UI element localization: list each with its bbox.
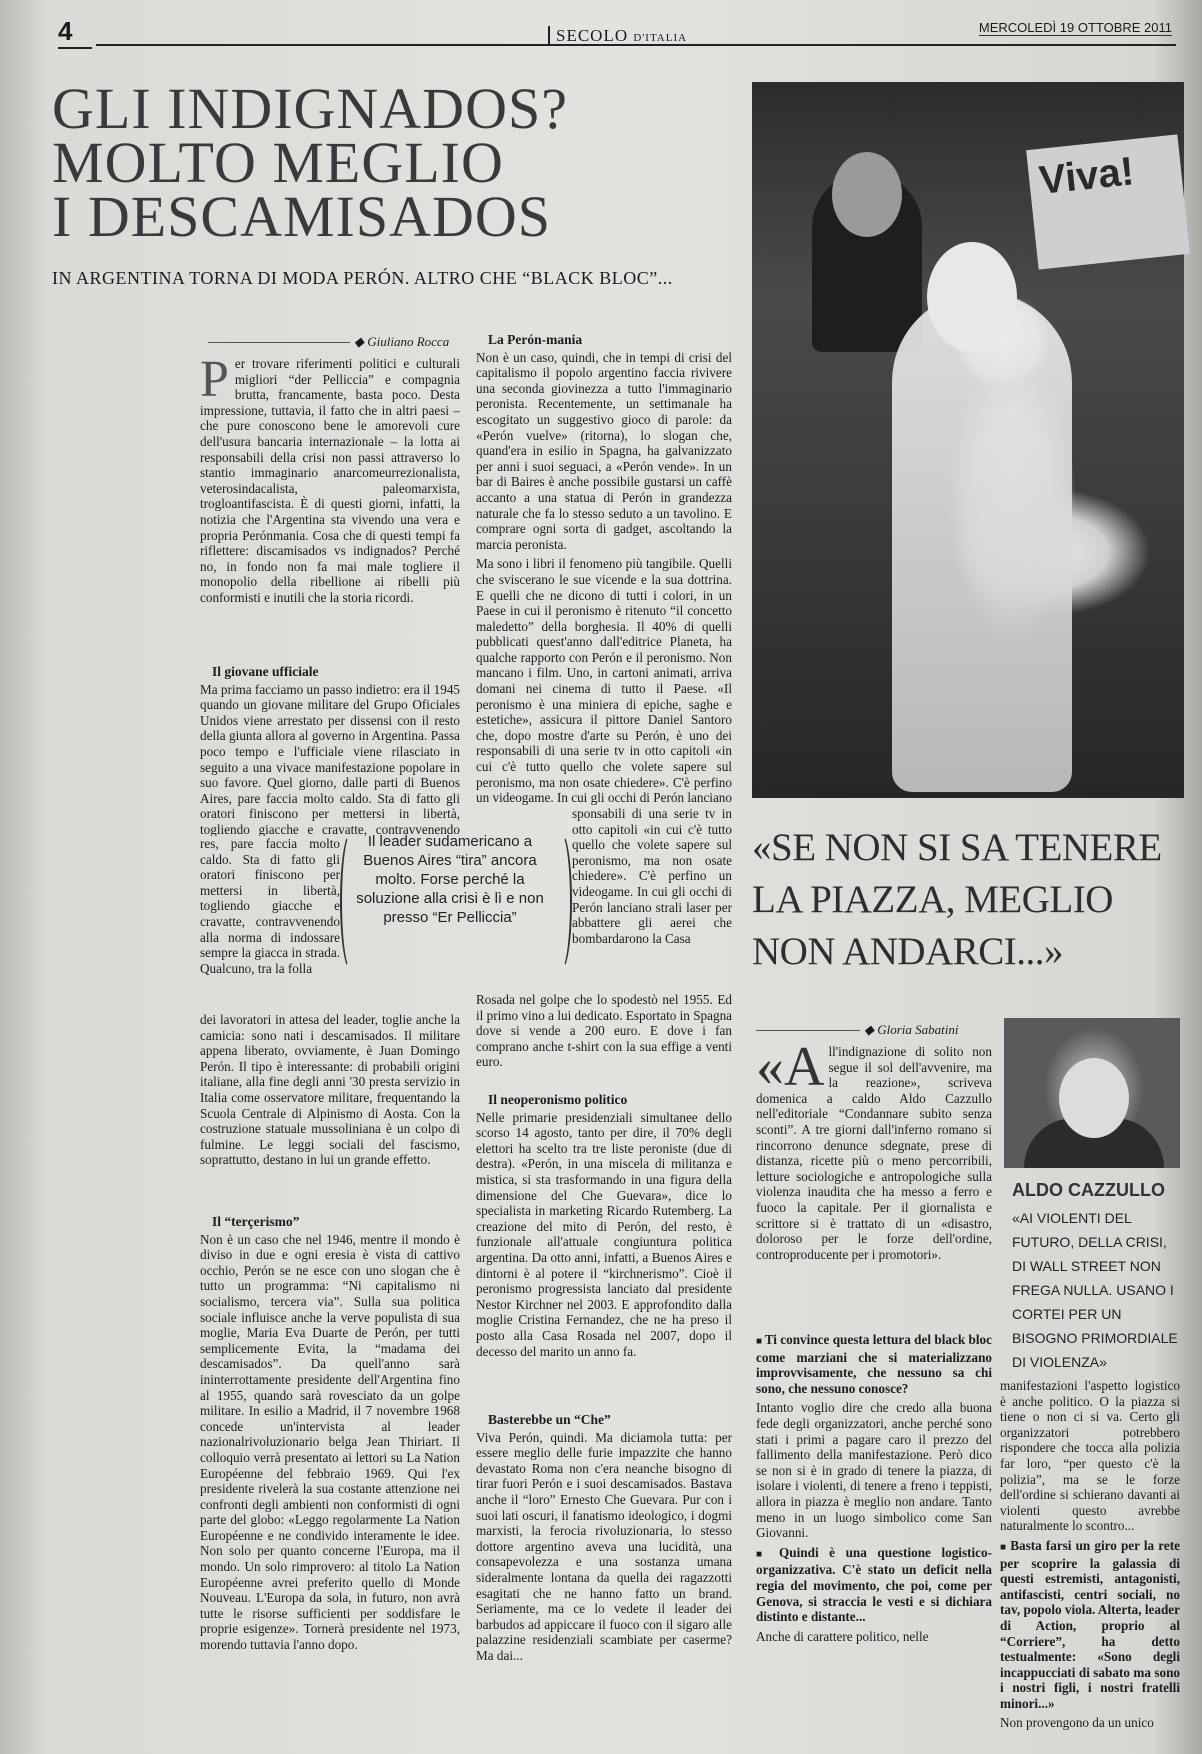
paragraph (200, 356, 460, 606)
interview-answer: manifestazioni l'aspetto logistico è anche politico. O la piazza si tiene o non ci si va. Certo gli organizzatori potrebbero rispondere che tocca alla polizia far loro, “per questo c'è la polizia”, ma se le forze dell'ordine si schierano davanti ai violenti questo avrebbe naturalmente lo scontro... (1000, 1378, 1180, 1534)
paragraph-text: Ma sono i libri il fenomeno più tangibile. Quelli che sviscerano le sue vicende e la sua dottrina. E quelli che ne dicono di tutti i colori, in un Paese in cui il peronismo è ritenuto “il concetto maledetto” della borghesia. Il 40% di quelli pubblicati quest'anno dall'editrice Planeta, ha qualche rapporto con Perón e il peronismo. Non mancano i film. Uno, in cartoni animati, arriva domani nei cinema di tutto il Paese. «Il peronismo è una miniera di epiche, saghe e estetiche», assicura il pittore Daniel Santoro che, dopo mostre d'arte su Perón, è uno dei responsabili di una serie tv in otto capitoli «in cui c'è tutto quello che volete sapere sul peronismo, ma non osate chiedere». C'è perfino un videogame. In cui gli occhi di Perón lanciano (476, 556, 732, 806)
paragraph-text: Non è un caso, quindi, che in tempi di crisi del capitalismo il popolo argentino faccia rivivere una seconda giovinezza a tutto l'immaginario peronista. Recentemente, un settimanale ha escogitato un suggestivo gioco di parole: da «Perón vuelve» (ritorna), lo slogan che, quand'era in esilio in Spagna, ha galvanizzato per anni i suoi seguaci, a «Perón vende». In un bar di Baires è anche possibile gustarsi un caffè accanto a una statua di Perón in grandezza naturale che fa lo stesso seduto a un tavolino. E comprare ogni sorta di gadget, ascoltando la marcia peronista. (476, 349, 732, 552)
sidebar-name: ALDO CAZZULLO (1012, 1180, 1165, 1200)
section-heading: Basterebbe un “Che” (488, 1412, 611, 1427)
photo-evita (752, 82, 1184, 798)
page-header (58, 14, 1180, 48)
section-heading: Il giovane ufficiale (212, 664, 319, 679)
sign-text: Viva! (1037, 149, 1137, 203)
paragraph-text: sponsabili di una serie tv in otto capitoli «in cui c'è tutto quello che volete sapere sul peronismo, ma non osate chiedere». C'è perfino un videogame. In cui gli occhi di Perón lanciano strali laser per abbattere gli aerei che bombardarono la Casa (572, 806, 732, 946)
photo-sign (1026, 134, 1190, 269)
interview-column-1b (756, 1332, 992, 1746)
photo-man-face (832, 152, 902, 237)
headline-line: MOLTO MEGLIO (52, 130, 504, 195)
paragraph (756, 1044, 992, 1262)
headline (52, 76, 752, 249)
interview-question: ■ Quindi è una questione logistico-organizzativa. C'è stato un deficit nella regia del movimento, che poi, come per Genova, si straccia le vesti e si dichiara distinto e distante... (756, 1545, 992, 1625)
pullquote-bracket-right (550, 832, 572, 971)
masthead-suffix: D'ITALIA (633, 32, 688, 44)
header-rule (96, 44, 1176, 46)
paragraph-text: Nelle primarie presidenziali simultanee dello scorso 14 agosto, tanto per dire, il 70% degli elettori ha scelto tra tre liste peroniste (due di destra). «Perón, in una miscela di militanza e mistica, si sta trasformando in una figura della dimensione del Che Guevara», dice lo specialista in marketing Ricardo Rutemberg. La creazione del mito di Perón, del resto, è funzionale all'attuale congiuntura politica argentina. Da otto anni, infatti, a Buenos Aires e dintorni è al potere il “kirchnerismo”. Cioè il peronismo progressista lanciato dal presidente Nestor Kirchner nel 2003. E approfondito dalla moglie Cristina Fernandez, che ne ha preso il posto alla Casa Rosada nel 2007, dopo il decesso del marito un anno fa. (476, 1109, 732, 1359)
paragraph-text: Non è un caso che nel 1946, mentre il mondo è diviso in due e ogni eresia è vista di cattivo occhio, Perón se ne esce con uno slogan che è tutto un programma: “Ni capitalismo ni socialismo, tercera via”. Sulla sua politica sociale influisce anche la verve populista di sua moglie, Maria Eva Duarte de Perón, per tutti semplicemente Evita, la “madama dei descamisados”. Da quell'anno sarà ininterrottamente presidente dell'Argentina fino al 1955, quando sarà rovesciato da un golpe militare. In esilio a Madrid, il 7 novembre 1968 concede un'intervista al leader nazionalrivoluzionario belga Jean Thiriart. Il colloquio verrà presentato ai lettori su La Nation Européenne del febbraio 1969. Qui l'ex presidente rivelerà la sua costante attenzione nei confronti degli ambienti non conformisti di ogni parte del globo: «Leggo regolarmente La Nation Européenne e ne condivido interamente le idee. Non solo per quanto concerne l'Europa, ma il mondo. Un solo rimprovero: al titolo La Nation Européenne avrei preferito quello di Monde Nouveau. L'Europa da sola, in futuro, non avrà tutte le risorse sufficienti per soddisfare le proprie esigenze». Tornerà presidente nel 1973, morendo tuttavia l'anno dopo. (200, 1231, 460, 1653)
article-column-1c (200, 836, 340, 1012)
interview-column-1 (756, 1044, 992, 1320)
interview-answer: Non provengono da un unico (1000, 1715, 1154, 1731)
paragraph-text: dei lavoratori in attesa del leader, toglie anche la camicia: sono nati i descamisados. Il militare appena liberato, ovviamente, è Juan Domingo Perón. Il tipo è interessante: di probabili origini italiane, alla fine degli anni '30 presta servizio in Italia come osservatore militare, frequentando la Scuola Centrale di Alpinismo di Aosta. Con la costruzione statuale mussoliniana è un colpo di fulmine. Le leggi sociali del fascismo, soprattutto, destano in lui un grande effetto. (200, 1012, 460, 1168)
article-column-2c (476, 992, 732, 1072)
paragraph-text: Ma prima facciamo un passo indietro: era il 1945 quando un giovane militare del Grupo Oficiales Unidos viene arrestato per dissensi con il resto della giunta allora al governo in Argentina. Passa poco tempo e l'ufficiale viene rilasciato in seguito a una vivace manifestazione popolare in suo favore. Quel giorno, dalle parti di Buenos Aires, pare faccia molto caldo. Sta di fatto gli oratori finiscono per mettersi in libertà, togliendo giacche e cravatte, contravvenendo (200, 681, 460, 836)
byline-rule (208, 342, 350, 343)
article-column-2d (476, 1084, 732, 1404)
section-heading: Il neoperonismo politico (488, 1092, 628, 1107)
section-heading: La Perón-mania (488, 332, 583, 347)
author-diamond-icon: ◆ (864, 1022, 874, 1037)
article-column-2e (476, 1404, 732, 1744)
article-column-1d (200, 1012, 460, 1198)
interview-question: ■ Ti convince questa lettura del black bloc come marziani che si materializzano improvvisamente, che nessuno sa chi sono, che nessuno conosce? (756, 1332, 992, 1396)
photo-woman-head (927, 242, 1017, 352)
paragraph-text: res, pare faccia molto caldo. Sta di fatto gli oratori finiscono per mettersi in libertà, togliendo giacche e cravatte, contravvenendo alla norma di indossare sempre la giacca in strada. Qualcuno, tra la folla (200, 836, 340, 976)
article-column-1b (200, 656, 460, 836)
interview-answer: Intanto voglio dire che credo alla buona fede degli organizzatori, anche perché sono stati i primi a pagare caro il prezzo del fallimento della manifestazione. Però dico se non si è in grado di tenere la piazza, di isolare i violenti, di tenere a freno i teppisti, allora in piazza è meglio non andare. Tanto meno in un luogo simbolico come San Giovanni. (756, 1400, 992, 1541)
photo-aldo-cazzullo (1004, 1018, 1180, 1168)
drop-cap: «A (756, 1044, 825, 1098)
byline (208, 334, 449, 350)
pullquote: Il leader sudamericano a Buenos Aires “tira” ancora molto. Forse perché la soluzione alla crisi è lì e non presso “Er Pelliccia” (356, 833, 544, 926)
interview-question: ■ Basta farsi un giro per la rete per scoprire la galassia di questi estremisti, antagonisti, antifascisti, centri sociali, no tav, popolo viola. Alterta, leader di Action, proprio al “Corriere”, ha detto testualmente: «Sono degli incappucciati di sabato ma sono i nostri figli, i nostri fratelli minori...» (1000, 1538, 1180, 1712)
subheadline: IN ARGENTINA TORNA DI MODA PERÓN. ALTRO CHE “BLACK BLOC”... (52, 268, 673, 288)
photo-face (1059, 1058, 1129, 1138)
photo-woman-figure (892, 292, 1072, 792)
masthead-title: SECOLO (556, 26, 629, 45)
quote-headline: «SE NON SI SA TENERE LA PIAZZA, MEGLIO NON ANDARCI...» (752, 826, 1162, 973)
byline-rule (756, 1030, 860, 1031)
masthead (548, 26, 687, 46)
byline (756, 1022, 959, 1038)
author-diamond-icon: ◆ (354, 334, 364, 349)
paragraph-text: Rosada nel golpe che lo spodestò nel 1955. Ed il primo vino a lui dedicato. Esportato in Spagna dove si vende a 200 euro. E dove i fan comprano anche t-shirt con la sua effige a venti euro. (476, 992, 732, 1070)
headline-line: I DESCAMISADOS (52, 184, 552, 249)
paragraph-text: Viva Perón, quindi. Ma diciamola tutta: per essere meglio delle furie impazzite che hanno devastato Roma non c'era neanche bisogno di tirar fuori Perón e i suoi descamisados. Bastava anche il “loro” Ernesto Che Guevara. Pur con i suoi lati oscuri, il fanatismo ideologico, i dogmi marxisti, la ferocia rivoluzionaria, lo stesso dottore argentino aveva una lucidità, una consapevolezza e una sostanza umana sideralmente lontana da quella dei ragazzotti esagitati che ne hanno fatto un brand. Seriamente, ma ce lo vedete il leader dei barbudos ad appiccare il fuoco con il sigaro alle palazzine residenziali scambiate per caserme? Ma dai... (476, 1429, 732, 1663)
headline-line: GLI INDIGNADOS? (52, 76, 568, 141)
interview-column-2 (1000, 1378, 1180, 1744)
dateline: MERCOLEDÌ 19 OTTOBRE 2011 (978, 20, 1172, 35)
interview-answer: Anche di carattere politico, nelle (756, 1628, 929, 1644)
drop-cap: P (200, 356, 229, 408)
article-column-2 (476, 332, 732, 806)
article-column-1 (200, 356, 460, 646)
section-heading: Il “terçerismo” (212, 1214, 300, 1229)
article-column-1e (200, 1206, 460, 1746)
author-name: Giuliano Rocca (367, 334, 450, 349)
article-column-2b (572, 806, 732, 992)
paragraph-text: er trovare riferimenti politici e culturali migliori “der Pelliccia” e compagnia brutta, francamente, basta poco. Desta impressione, tuttavia, il fatto che in altri paesi – che pure conoscono bene le amorevoli cure dell'usura bancaria internazionale – la lotta ai responsabili della crisi non passi attraverso lo stantio immaginario anarcomeurrezionalista, veterosindacalista, paleomarxista, trogloantifascista. È di questi giorni, infatti, la notizia che l'Argentina sta vivendo una vera e propria Perónmania. Cosa che di questi tempi fa riflettere: discamisados vs indignados? Perché no, in fondo non fa mai male togliere il monopolio della ribellione ai ribelli più conformisti e inutili che la storia ricordi. (200, 356, 460, 605)
sidebar-quote: «AI VIOLENTI DEL FUTURO, DELLA CRISI, DI WALL STREET NON FREGA NULLA. USANO I CORTEI PER UN BISOGNO PRIMORDIALE DI VIOLENZA» (1012, 1210, 1178, 1370)
paragraph-text: ll'indignazione di solito non segue il sol dell'avvenire, ma la reazione», scriveva domenica a caldo Aldo Cazzullo nell'editoriale “Condannare subito senza sconti”. A tre giorni dall'inferno romano si rincorrono denunce sdegnate, prese di distanza, ricette più o meno percorribili, letture sociologiche e antropologiche sulla violenza inaudita che ha messo a ferro e fuoco la capitale. Per il giornalista e scrittore si è trattato di un «disastro, doloroso per le forze dell'ordine, controproducente per i promotori». (756, 1044, 992, 1262)
page-number: 4 (58, 16, 92, 49)
author-name: Gloria Sabatini (877, 1022, 959, 1037)
